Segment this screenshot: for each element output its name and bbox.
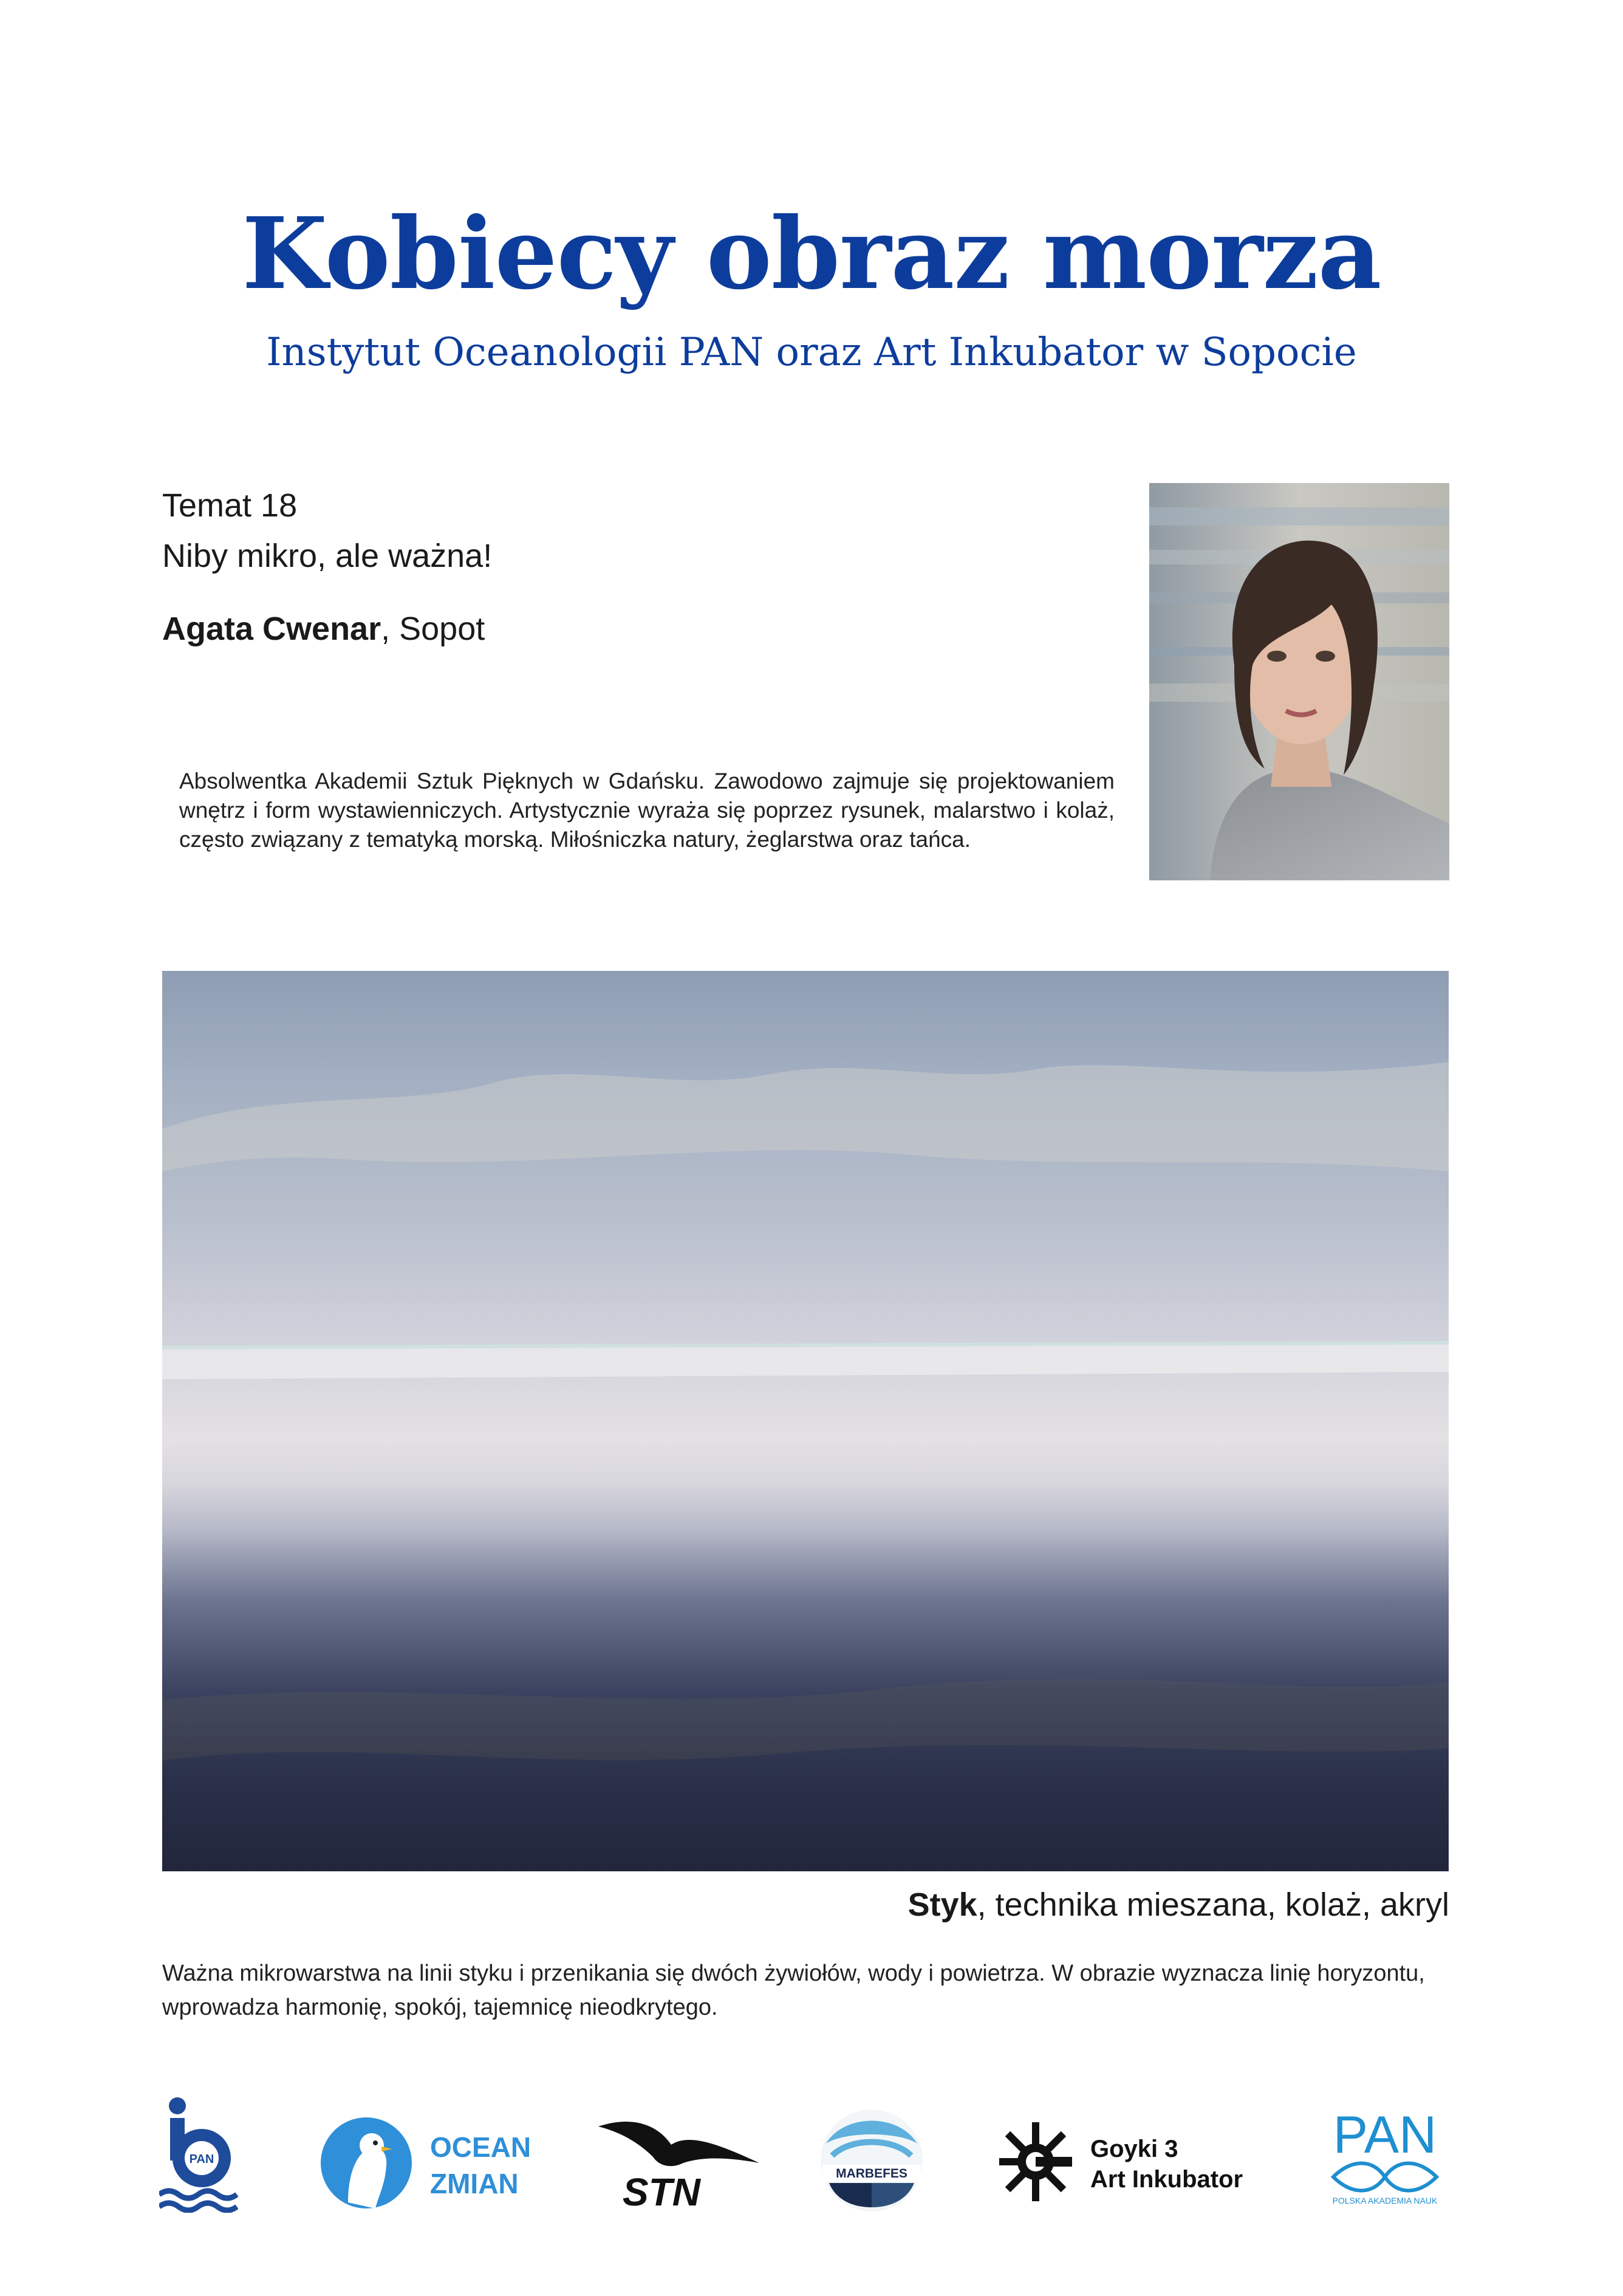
pan-logo-subtext: POLSKA AKADEMIA NAUK (1332, 2196, 1438, 2205)
goyki-logo-text-2: Art Inkubator (1090, 2166, 1243, 2193)
author-name: Agata Cwenar (162, 611, 381, 647)
ocean-logo-text-1: OCEAN (430, 2131, 531, 2163)
artwork-caption (908, 1883, 1449, 1926)
iopan-logo-text: PAN (189, 2153, 214, 2166)
artwork-technique: , technika mieszana, kolaż, akryl (977, 1886, 1449, 1923)
pan-logo (1315, 2105, 1455, 2209)
goyki-logo-text-1: Goyki 3 (1090, 2136, 1178, 2162)
marbefes-logo (820, 2107, 923, 2213)
artwork-title: Styk (907, 1886, 977, 1923)
pan-logo-text: PAN (1333, 2106, 1437, 2164)
ocean-zmian-logo (321, 2111, 539, 2215)
artwork-painting (162, 971, 1449, 1871)
marbefes-logo-text: MARBEFES (836, 2167, 907, 2181)
artwork-description: Ważna mikrowarstwa na linii styku i przenikania się dwóch żywiołów, wody i powietrza. W obrazie wyznacza linię horyzontu, wprowadza harmonię, spokój, tajemnicę nieodkrytego. (162, 1961, 1425, 2020)
topic-title: Niby mikro, ale ważna! (162, 538, 493, 574)
author-city: , Sopot (381, 611, 485, 647)
author-bio: Absolwentka Akademii Sztuk Pięknych w Gdańsku. Zawodowo zajmuje się projektowaniem wnętrz i form wystawienniczych. Artystycznie wyraża się poprzez rysunek, malarstwo i kolaż, często związany z tematyką morską. Miłośniczka natury, żeglarstwa oraz tańca. (179, 769, 1115, 852)
stn-logo (598, 2108, 762, 2212)
author-portrait (1149, 483, 1449, 880)
poster-subtitle: Instytut Oceanologii PAN oraz Art Inkubator w Sopocie (266, 330, 1357, 375)
poster-title: Kobiecy obraz morza (242, 196, 1381, 312)
iopan-logo (159, 2097, 238, 2213)
topic-number: Temat 18 (162, 487, 298, 524)
ocean-logo-text-2: ZMIAN (430, 2168, 519, 2199)
stn-logo-text: STN (623, 2170, 700, 2212)
goyki-art-inkubator-logo (999, 2119, 1266, 2204)
author-line (162, 608, 485, 650)
